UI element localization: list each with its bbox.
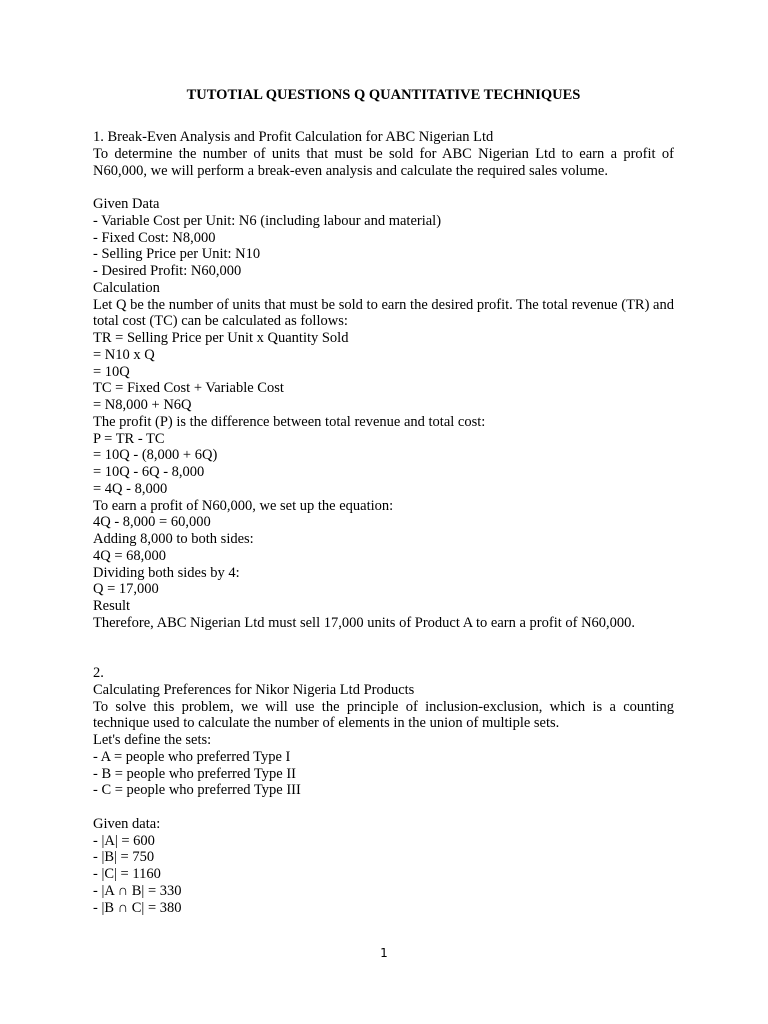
calculation-step: = N8,000 + N6Q	[93, 397, 192, 413]
spacer	[93, 632, 674, 666]
spacer	[93, 179, 674, 196]
set-definition: - C = people who preferred Type III	[93, 782, 301, 799]
given-item: - |C| = 1160	[93, 866, 161, 882]
page-number: 1	[380, 946, 388, 960]
section-2-heading: Calculating Preferences for Nikor Nigeria Ltd Products	[93, 681, 415, 698]
calculation-step: 4Q = 68,000	[93, 547, 167, 564]
section-1-heading: 1. Break-Even Analysis and Profit Calculation for ABC Nigerian Ltd	[93, 129, 494, 145]
calculation-step: To earn a profit of N60,000, we set up the equation:	[93, 497, 394, 514]
given-item: - |B ∩ C| = 380	[93, 899, 182, 916]
calculation-step: = 10Q - (8,000 + 6Q)	[93, 447, 218, 464]
calculation-step: = 10Q - 6Q - 8,000	[93, 464, 205, 480]
section-2	[93, 665, 674, 916]
calculation-step: Adding 8,000 to both sides:	[93, 531, 254, 547]
calculation-step: TC = Fixed Cost + Variable Cost	[93, 380, 284, 397]
calculation-step: The profit (P) is the difference between total revenue and total cost:	[93, 413, 486, 430]
section-2-number: 2.	[93, 665, 104, 681]
calculation-step: = 4Q - 8,000	[93, 480, 168, 497]
calculation-intro: Let Q be the number of units that must be sold to earn the desired profit. The total revenue (TR) and total cost (TC) can be calculated as follows:	[93, 296, 674, 330]
set-definition: - A = people who preferred Type I	[93, 748, 291, 765]
spacer	[93, 799, 674, 816]
section-1	[93, 129, 674, 632]
result-heading: Result	[93, 598, 131, 614]
set-definition: - B = people who preferred Type II	[93, 765, 296, 782]
given-item: - |B| = 750	[93, 849, 155, 866]
calculation-step: Q = 17,000	[93, 581, 159, 598]
calculation-step: = N10 x Q	[93, 346, 155, 363]
given-item: - |A ∩ B| = 330	[93, 882, 182, 899]
calculation-step: Dividing both sides by 4:	[93, 564, 240, 581]
calculation-step: 4Q - 8,000 = 60,000	[93, 514, 211, 531]
given-item: - Fixed Cost: N8,000	[93, 229, 216, 246]
calculation-step: TR = Selling Price per Unit x Quantity Sold	[93, 330, 349, 346]
given-item: - Selling Price per Unit: N10	[93, 246, 261, 263]
calculation-step: P = TR - TC	[93, 430, 165, 447]
document-body	[93, 87, 674, 916]
given-item: - Variable Cost per Unit: N6 (including labour and material)	[93, 212, 442, 229]
result-text: Therefore, ABC Nigerian Ltd must sell 17,000 units of Product A to earn a profit of N60,000.	[93, 614, 636, 631]
section-1-intro: To determine the number of units that must be sold for ABC Nigerian Ltd to earn a profit of N60,000, we will perform a break-even analysis and calculate the required sales volume.	[93, 145, 674, 179]
given-item: - |A| = 600	[93, 832, 155, 849]
given-data-heading: Given Data	[93, 196, 160, 212]
given-data-heading-2: Given data:	[93, 815, 161, 832]
given-item: - Desired Profit: N60,000	[93, 263, 242, 279]
document-title: TUTOTIAL QUESTIONS Q QUANTITATIVE TECHNIQUES	[186, 87, 581, 103]
sets-define-text: Let's define the sets:	[93, 732, 212, 748]
section-2-intro: To solve this problem, we will use the principle of inclusion-exclusion, which is a counting technique used to calculate the number of elements in the union of multiple sets.	[93, 698, 674, 732]
calculation-heading: Calculation	[93, 279, 160, 296]
calculation-step: = 10Q	[93, 363, 130, 380]
